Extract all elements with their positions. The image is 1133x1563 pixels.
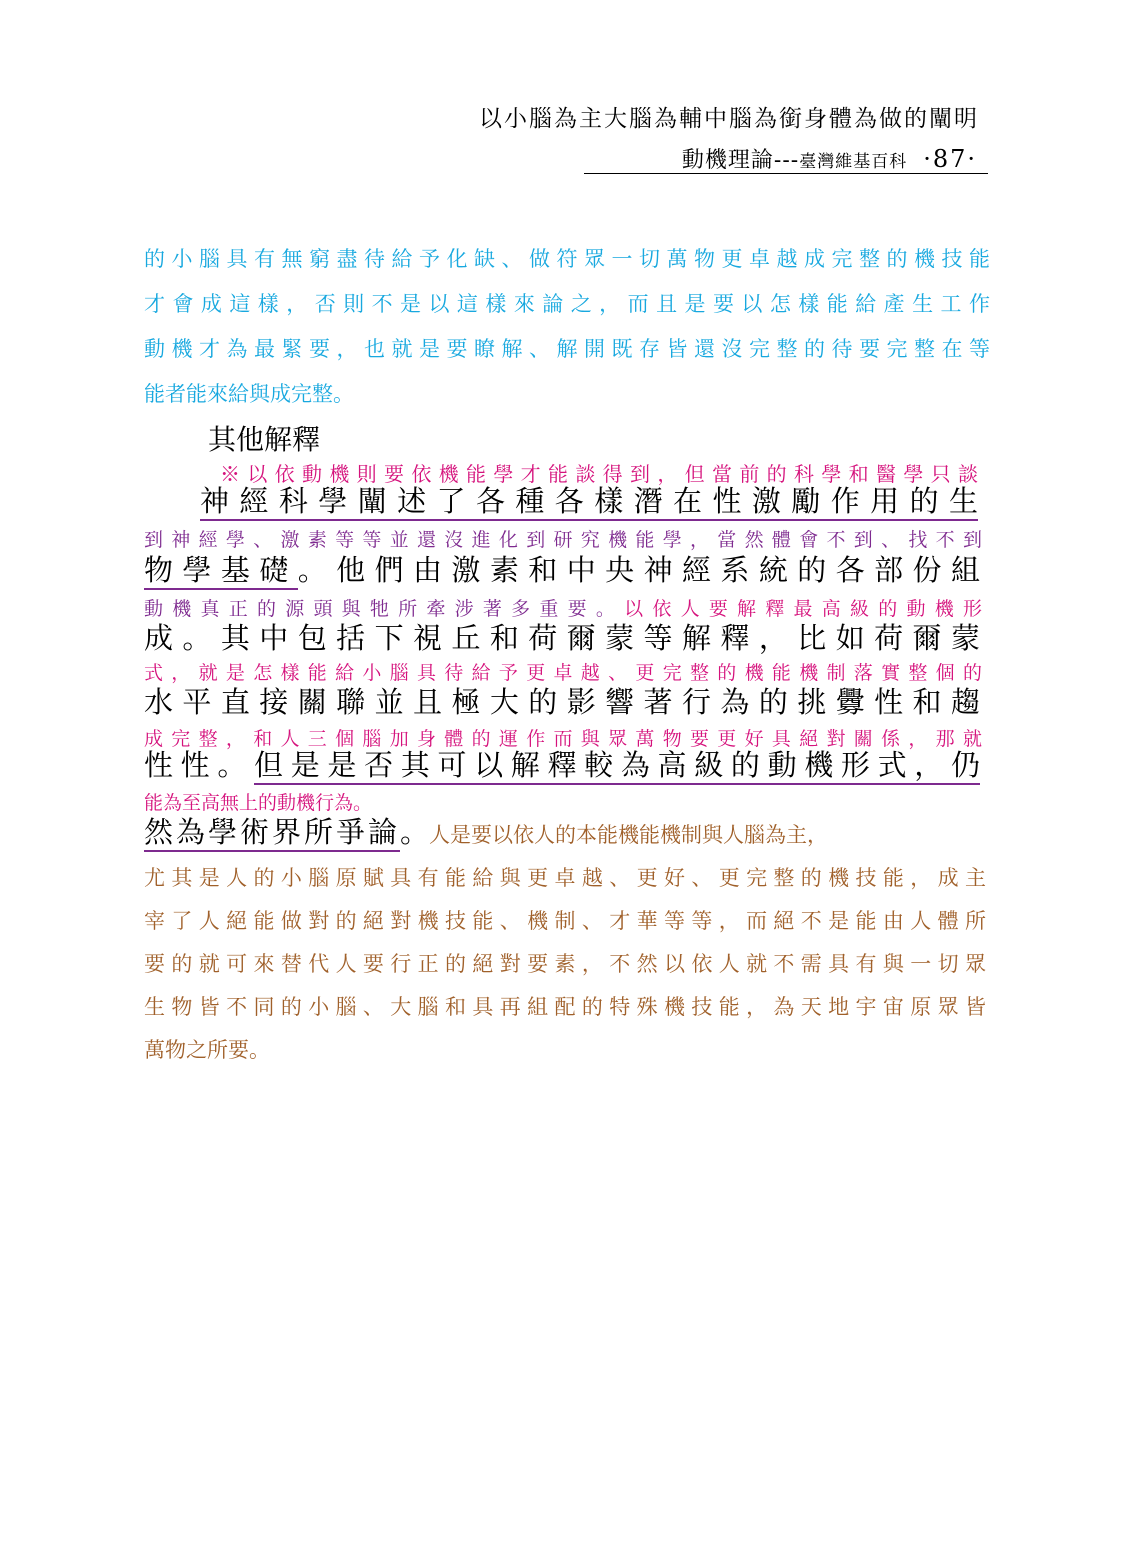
- note-line: ※以依動機則要依機能學才能談得到，但當前的科學和醫學只談: [220, 462, 978, 486]
- cyan-line: 動機才為最緊要，也就是要瞭解、解開既存皆還沒完整的待要完整在等: [144, 337, 990, 361]
- section-heading: 其他解釋: [208, 423, 321, 456]
- note-line: 能為至高無上的動機行為。: [144, 792, 373, 814]
- note-line: 動機真正的源頭與牠所牽涉著多重要。以依人要解釋最高級的動機形: [144, 598, 982, 620]
- page-number: ·87·: [923, 145, 977, 173]
- main-text-line: 水平直接關聯並且極大的影響著行為的挑釁性和趨: [144, 685, 980, 719]
- header-rule: [584, 173, 988, 174]
- cyan-line: 才會成這樣，否則不是以這樣來論之，而且是要以怎樣能給產生工作: [144, 292, 990, 316]
- note-line: 成完整，和人三個腦加身體的運作而與眾萬物要更好具絕對關係，那就: [144, 728, 982, 750]
- cyan-line: 的小腦具有無窮盡待給予化缺、做符眾一切萬物更卓越成完整的機技能: [144, 247, 990, 271]
- brown-inline-text: 人是要以依人的本能機能機制與人腦為主，: [429, 823, 829, 847]
- subtitle-source: 臺灣維基百科: [799, 152, 908, 172]
- main-text-line: 物學基礎。他們由激素和中央神經系統的各部份組: [144, 550, 980, 590]
- brown-line: 尤其是人的小腦原賦具有能給與更卓越、更好、更完整的機技能，成主: [144, 866, 986, 890]
- brown-line: 要的就可來替代人要行正的絕對要素，不然以依人就不需具有與一切眾: [144, 952, 986, 976]
- note-line: 式，就是怎樣能給小腦具待給予更卓越、更完整的機能機制落實整個的: [144, 662, 982, 684]
- underlined-text: 物學基礎: [144, 553, 298, 590]
- underlined-text: 然為學術界所爭論: [144, 815, 400, 852]
- text-row-6: 然為學術界所爭論。人是要以依人的本能機能機制與人腦為主，: [144, 810, 828, 851]
- page-header-title: 以小腦為主大腦為輔中腦為銜身體為做的闡明: [479, 106, 979, 132]
- brown-line: 宰了人絕能做對的絕對機技能、機制、才華等等，而絕不是能由人體所: [144, 909, 986, 933]
- cyan-line: 能者能來給與成完整。: [144, 382, 354, 406]
- subtitle-main: 動機理論---: [681, 148, 800, 173]
- brown-line: 生物皆不同的小腦、大腦和具再組配的特殊機技能，為天地宇宙原眾皆: [144, 995, 986, 1019]
- brown-paragraph: [144, 857, 986, 1072]
- cyan-paragraph: [144, 237, 990, 417]
- main-text-line: 性性。但是是否其可以解釋較為高級的動機形式，仍: [144, 746, 980, 784]
- page-header-subtitle: [682, 143, 977, 174]
- note-line: 到神經學、激素等等並還沒進化到研究機能學，當然體會不到、找不到: [144, 529, 982, 551]
- underlined-text: 但是是否其可以解釋較為高級的動機形式，仍: [254, 748, 980, 785]
- brown-line: 萬物之所要。: [144, 1038, 270, 1062]
- main-text-line: 成。其中包括下視丘和荷爾蒙等解釋，比如荷爾蒙: [144, 621, 980, 655]
- main-text-line: 神經科學闡述了各種各樣潛在性激勵作用的生: [200, 484, 978, 521]
